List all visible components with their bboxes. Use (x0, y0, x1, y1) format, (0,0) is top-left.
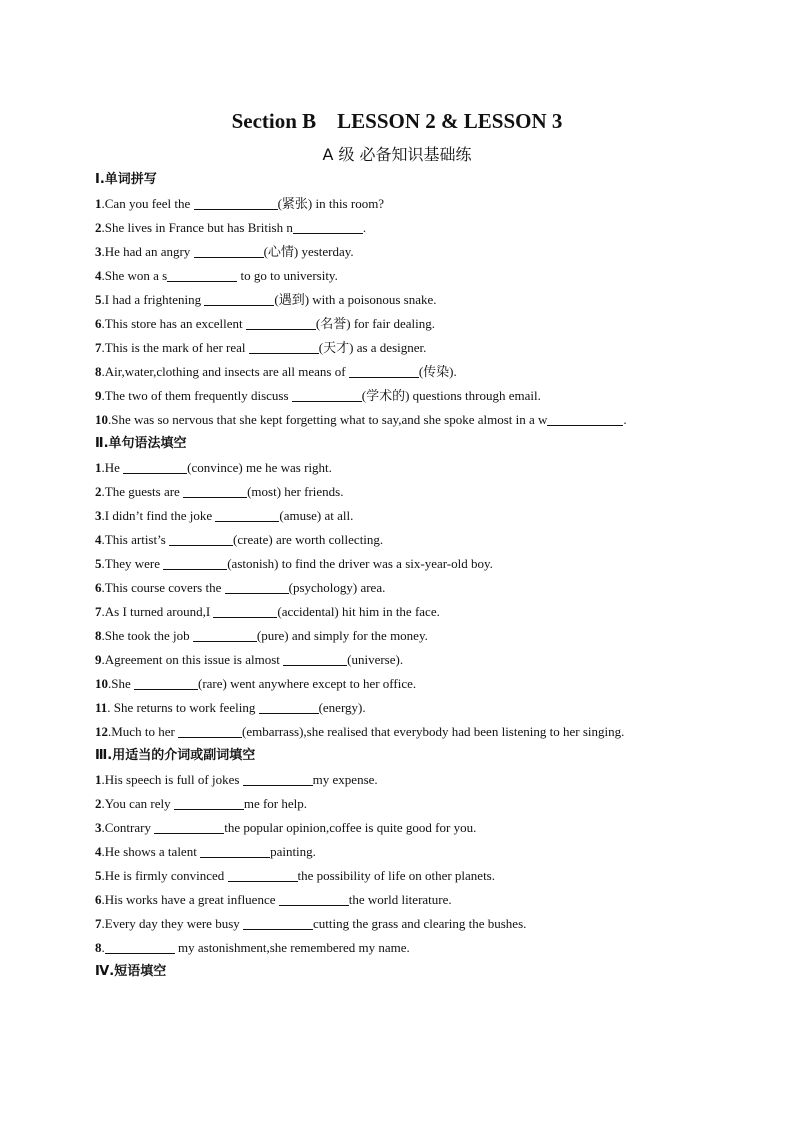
question-text-pre: .This course covers the (101, 580, 225, 595)
question-text-pre: .Much to her (108, 724, 179, 739)
question-text-post: cutting the grass and clearing the bushes. (313, 916, 527, 931)
question-number: 8 (95, 364, 102, 379)
answer-blank[interactable] (123, 460, 187, 474)
question-text-post: (energy). (318, 700, 366, 715)
question-text-post: (universe). (347, 652, 404, 667)
question-2-9 (95, 650, 695, 674)
question-text-post: my expense. (312, 772, 378, 787)
question-text-post: the possibility of life on other planets. (297, 868, 495, 883)
question-number: 4 (95, 532, 102, 547)
answer-blank[interactable] (293, 220, 363, 234)
answer-blank[interactable] (243, 916, 313, 930)
question-text-pre: .Can you feel the (101, 196, 194, 211)
question-text-post: my astonishment,she remembered my name. (174, 940, 410, 955)
question-1-1 (95, 194, 695, 218)
question-1-2 (95, 218, 695, 242)
answer-blank[interactable] (215, 508, 279, 522)
question-text-post: (紧张) in this room? (277, 196, 385, 211)
question-text-post: to go to university. (237, 268, 338, 283)
question-number: 2 (95, 220, 102, 235)
question-2-7 (95, 602, 695, 626)
question-text-pre: .His speech is full of jokes (101, 772, 243, 787)
question-1-8 (95, 362, 695, 386)
question-text-post: (心情) yesterday. (263, 244, 354, 259)
question-number: 1 (95, 772, 102, 787)
answer-blank[interactable] (259, 700, 319, 714)
answer-blank[interactable] (547, 412, 623, 426)
answer-blank[interactable] (194, 196, 278, 210)
section-heading-3: Ⅲ.用适当的介词或副词填空 (95, 748, 256, 763)
answer-blank[interactable] (169, 532, 233, 546)
answer-blank[interactable] (279, 892, 349, 906)
question-3-5 (95, 866, 695, 890)
question-1-6 (95, 314, 695, 338)
question-text-post: (psychology) area. (288, 580, 386, 595)
question-text-post: (pure) and simply for the money. (256, 628, 428, 643)
answer-blank[interactable] (105, 940, 175, 954)
question-2-4 (95, 530, 695, 554)
question-number: 5 (95, 292, 102, 307)
question-text-post: me for help. (243, 796, 308, 811)
question-number: 3 (95, 820, 102, 835)
question-number: 7 (95, 604, 102, 619)
question-2-2 (95, 482, 695, 506)
question-text-pre: .They were (101, 556, 164, 571)
question-text-pre: .Air,water,clothing and insects are all means of (101, 364, 349, 379)
question-number: 3 (95, 244, 102, 259)
question-number: 7 (95, 340, 102, 355)
question-number: 9 (95, 388, 102, 403)
question-3-2 (95, 794, 695, 818)
question-text-pre: .She was so nervous that she kept forgetting what to say,and she spoke almost in a w (108, 412, 548, 427)
question-text-post: (名誉) for fair dealing. (315, 316, 436, 331)
question-text-pre: .He (101, 460, 124, 475)
question-number: 6 (95, 316, 102, 331)
question-2-8 (95, 626, 695, 650)
question-text-pre: .Agreement on this issue is almost (101, 652, 284, 667)
question-2-10 (95, 674, 695, 698)
question-text-post: (学术的) questions through email. (361, 388, 541, 403)
question-text-pre: .You can rely (101, 796, 174, 811)
question-3-8 (95, 938, 695, 962)
question-3-3 (95, 818, 695, 842)
question-text-post: (amuse) at all. (279, 508, 354, 523)
question-number: 12 (95, 724, 108, 739)
question-2-1 (95, 458, 695, 482)
answer-blank[interactable] (163, 556, 227, 570)
question-text-pre: . She returns to work feeling (107, 700, 259, 715)
question-text-pre: .Every day they were busy (101, 916, 244, 931)
question-number: 8 (95, 940, 102, 955)
question-3-6 (95, 890, 695, 914)
answer-blank[interactable] (178, 724, 242, 738)
question-1-10 (95, 410, 695, 434)
question-text-pre: . (101, 940, 105, 955)
question-text-post: (传染). (418, 364, 457, 379)
question-number: 4 (95, 268, 102, 283)
answer-blank[interactable] (292, 388, 362, 402)
answer-blank[interactable] (174, 796, 244, 810)
answer-blank[interactable] (246, 316, 316, 330)
question-number: 2 (95, 796, 102, 811)
question-1-5 (95, 290, 695, 314)
question-number: 1 (95, 196, 102, 211)
question-text-pre: .He shows a talent (101, 844, 201, 859)
question-text-post: . (362, 220, 367, 235)
question-text-pre: .As I turned around,I (101, 604, 214, 619)
question-2-5 (95, 554, 695, 578)
question-text-post: (convince) me he was right. (187, 460, 332, 475)
question-text-post: (rare) went anywhere except to her office. (198, 676, 417, 691)
answer-blank[interactable] (154, 820, 224, 834)
page-subtitle: A 级 必备知识基础练 (322, 145, 472, 164)
question-number: 6 (95, 892, 102, 907)
question-number: 11 (95, 700, 108, 715)
question-text-pre: .She won a s (101, 268, 168, 283)
question-text-pre: .I had a frightening (101, 292, 205, 307)
question-3-1 (95, 770, 695, 794)
question-text-post: the popular opinion,coffee is quite good for you. (224, 820, 477, 835)
section-heading-4: Ⅳ.短语填空 (95, 964, 167, 979)
question-text-post: . (623, 412, 627, 427)
question-number: 3 (95, 508, 102, 523)
question-number: 9 (95, 652, 102, 667)
question-1-7 (95, 338, 695, 362)
question-number: 6 (95, 580, 102, 595)
question-number: 5 (95, 556, 102, 571)
question-text-post: (embarrass),she realised that everybody had been listening to her singing. (242, 724, 625, 739)
question-text-pre: .He had an angry (101, 244, 194, 259)
question-text-pre: .Contrary (101, 820, 155, 835)
page-title: Section B LESSON 2 & LESSON 3 (231, 109, 563, 133)
question-number: 5 (95, 868, 102, 883)
question-text-post: the world literature. (348, 892, 452, 907)
question-number: 1 (95, 460, 102, 475)
question-number: 8 (95, 628, 102, 643)
question-text-pre: .This store has an excellent (101, 316, 246, 331)
answer-blank[interactable] (243, 772, 313, 786)
question-3-4 (95, 842, 695, 866)
question-number: 7 (95, 916, 102, 931)
question-text-pre: .This is the mark of her real (101, 340, 249, 355)
question-number: 2 (95, 484, 102, 499)
question-2-12 (95, 722, 695, 746)
question-text-pre: .The guests are (101, 484, 184, 499)
question-text-post: painting. (270, 844, 316, 859)
answer-blank[interactable] (349, 364, 419, 378)
question-text-pre: .I didn’t find the joke (101, 508, 216, 523)
answer-blank[interactable] (167, 268, 237, 282)
question-text-post: (天才) as a designer. (318, 340, 427, 355)
question-text-pre: .She (108, 676, 134, 691)
question-1-9 (95, 386, 695, 410)
answer-blank[interactable] (200, 844, 270, 858)
section-heading-1: Ⅰ.单词拼写 (95, 172, 157, 187)
worksheet-content (95, 170, 695, 986)
answer-blank[interactable] (183, 484, 247, 498)
question-text-pre: .The two of them frequently discuss (101, 388, 292, 403)
question-text-post: (accidental) hit him in the face. (277, 604, 440, 619)
question-number: 10 (95, 676, 108, 691)
answer-blank[interactable] (228, 868, 298, 882)
question-1-4 (95, 266, 695, 290)
answer-blank[interactable] (193, 628, 257, 642)
answer-blank[interactable] (134, 676, 198, 690)
answer-blank[interactable] (204, 292, 274, 306)
question-2-3 (95, 506, 695, 530)
question-number: 10 (95, 412, 108, 427)
question-text-post: (astonish) to find the driver was a six-year-old boy. (227, 556, 493, 571)
question-text-post: (create) are worth collecting. (233, 532, 384, 547)
question-2-11 (95, 698, 695, 722)
question-text-pre: .His works have a great influence (101, 892, 279, 907)
question-text-pre: .He is firmly convinced (101, 868, 228, 883)
answer-blank[interactable] (225, 580, 289, 594)
answer-blank[interactable] (283, 652, 347, 666)
section-heading-2: Ⅱ.单句语法填空 (95, 436, 187, 451)
question-3-7 (95, 914, 695, 938)
question-2-6 (95, 578, 695, 602)
question-text-pre: .This artist’s (101, 532, 170, 547)
question-text-post: (遇到) with a poisonous snake. (274, 292, 437, 307)
answer-blank[interactable] (213, 604, 277, 618)
question-1-3 (95, 242, 695, 266)
question-text-post: (most) her friends. (247, 484, 344, 499)
question-text-pre: .She took the job (101, 628, 193, 643)
question-number: 4 (95, 844, 102, 859)
answer-blank[interactable] (194, 244, 264, 258)
answer-blank[interactable] (249, 340, 319, 354)
question-text-pre: .She lives in France but has British n (101, 220, 293, 235)
